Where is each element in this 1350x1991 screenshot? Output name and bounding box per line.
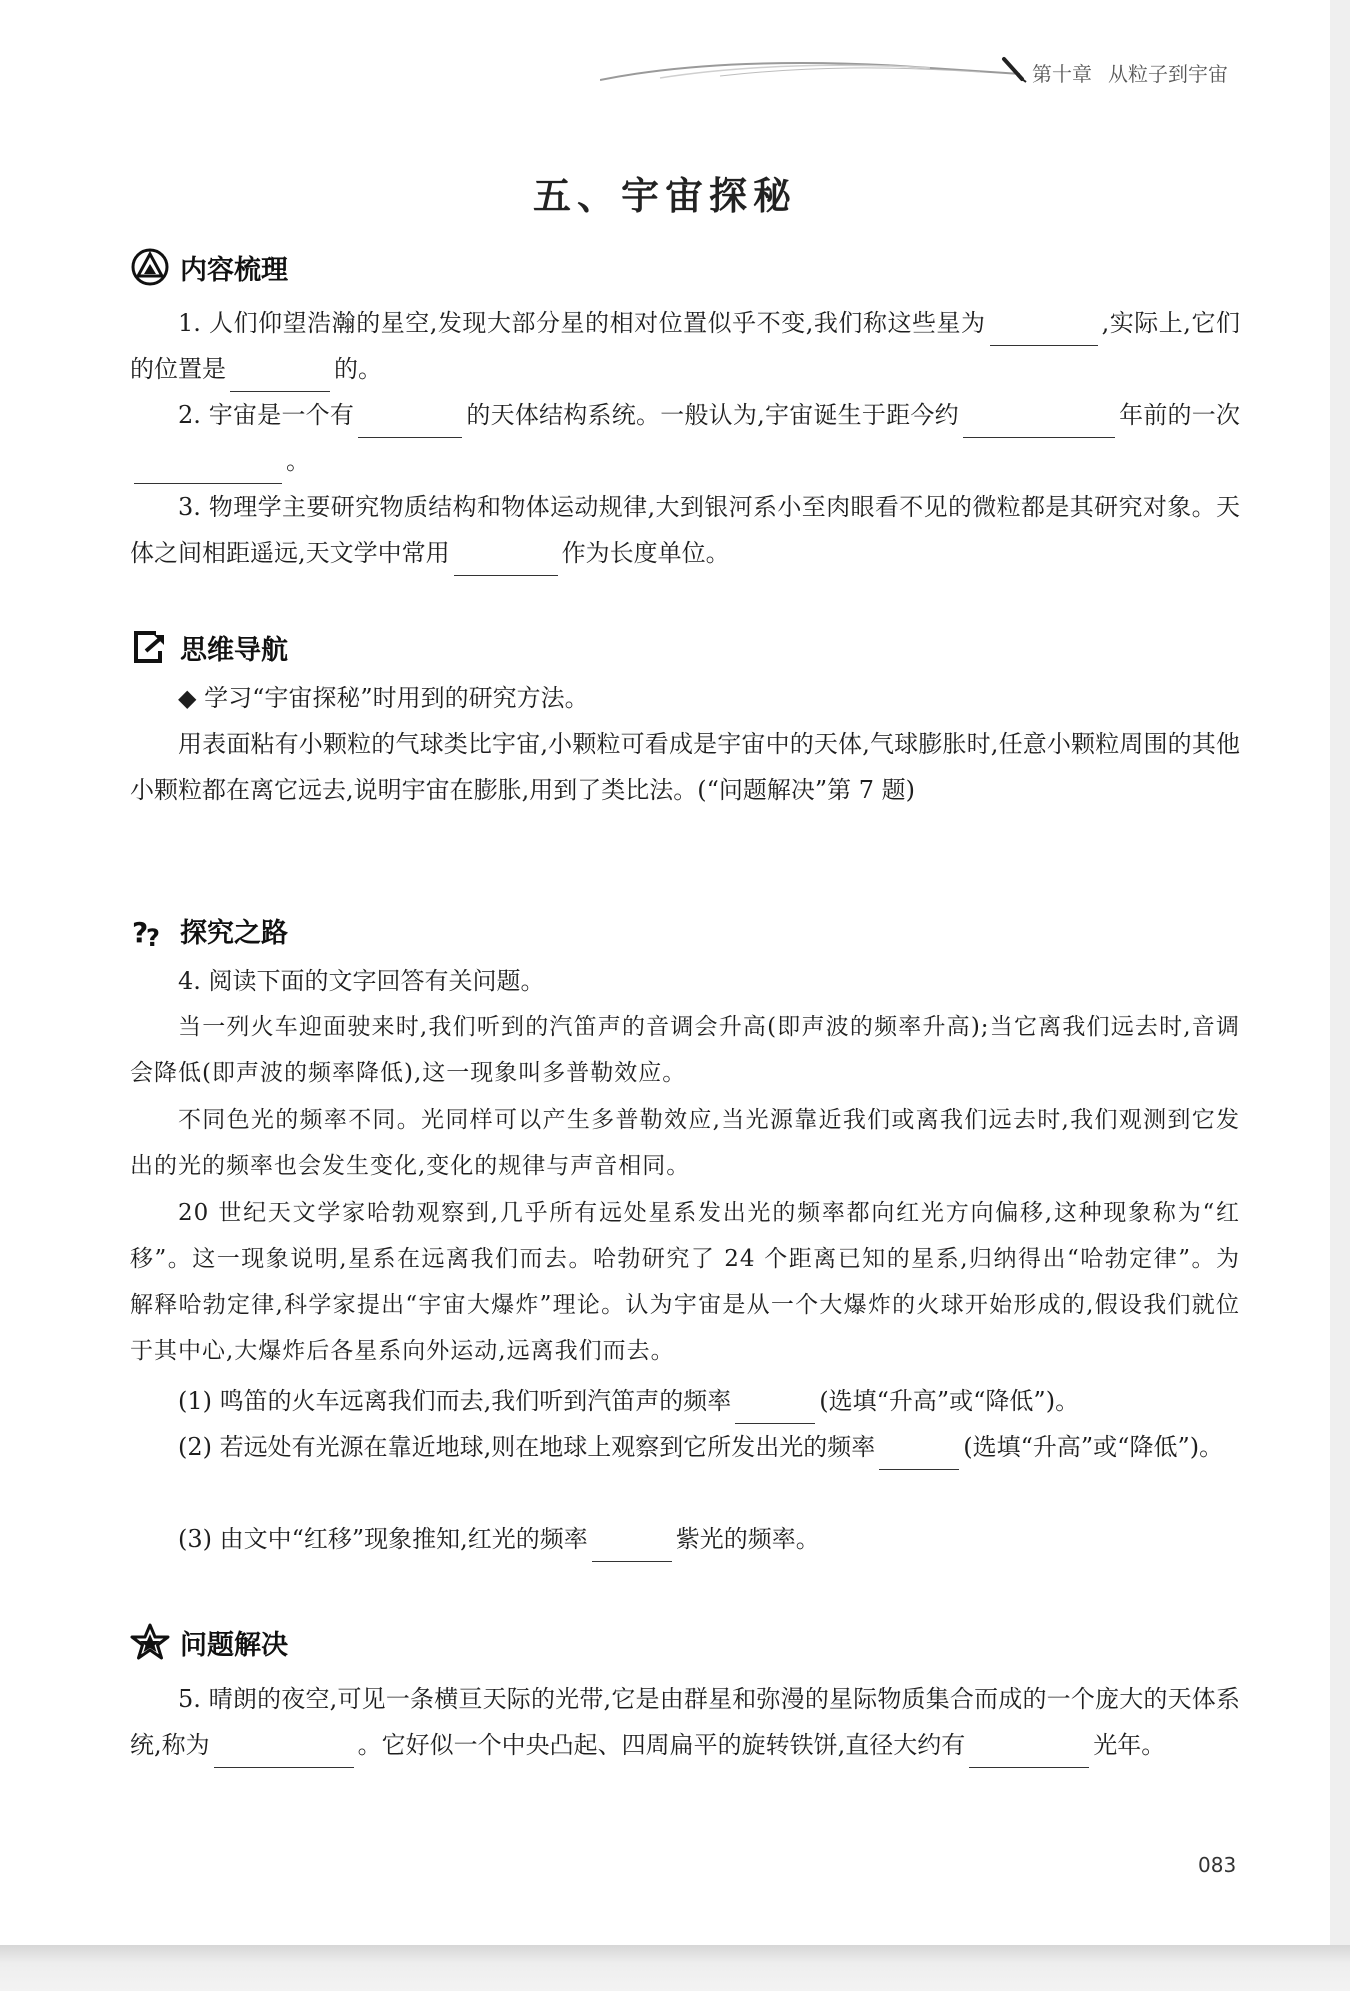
pen-icon [1000, 55, 1030, 85]
page-title: 五、宇宙探秘 [532, 174, 797, 218]
reading-paragraph-2: 不同色光的频率不同。光同样可以产生多普勒效应,当光源靠近我们或离我们远去时,我们观测到它发出的光的频率也会发生变化,变化的规律与声音相同。 [130, 1107, 1240, 1179]
thinking-bullet: ◆ 学习“宇宙探秘”时用到的研究方法。 [178, 684, 589, 712]
q1-text-b: , [1101, 309, 1110, 337]
section-heading-explore [130, 908, 288, 952]
section-title: 内容梳理 [180, 254, 288, 286]
q5-blank-2[interactable] [969, 1737, 1089, 1768]
q1-text-c: 实际上,它们的位置是 [130, 309, 1240, 383]
section-title: 探究之路 [180, 917, 288, 949]
chapter-number: 第十章 [1032, 62, 1092, 86]
star-icon [130, 1622, 170, 1662]
s1-text-a: (1) 鸣笛的火车远离我们而去,我们听到汽笛声的频率 [178, 1387, 732, 1415]
q1-blank-2[interactable] [230, 361, 330, 392]
q1-blank-1[interactable] [990, 315, 1098, 346]
page-number: 083 [1198, 1853, 1237, 1877]
q1-text-d: 的。 [334, 355, 382, 383]
reading-paragraph-3: 20 世纪天文学家哈勃观察到,几乎所有远处星系发出光的频率都向红光方向偏移,这种现象称为“红移”。这一现象说明,星系在远离我们而去。哈勃研究了 24 个距离已知的星系,归纳得出“哈勃定律”。为解释哈勃定律,科学家提出“宇宙大爆炸”理论。认为宇宙是从一个大爆炸的火球开始形成的,假设我们就位于其中心,大爆炸后各星系向外运动,远离我们而去。 [130, 1200, 1240, 1364]
q2-blank-3[interactable] [134, 453, 282, 484]
section-heading-solve [130, 1620, 288, 1664]
question-4: 4. 阅读下面的文字回答有关问题。 [178, 967, 545, 995]
q5-blank-1[interactable] [214, 1737, 354, 1768]
s2-blank[interactable] [879, 1439, 959, 1470]
thinking-text: 用表面粘有小颗粒的气球类比宇宙,小颗粒可看成是宇宙中的天体,气球膨胀时,任意小颗粒周围的其他小颗粒都在离它远去,说明宇宙在膨胀,用到了类比法。(“问题解决”第 7 题) [130, 730, 1240, 804]
s2-text-c: 或“降低”)。 [1093, 1433, 1224, 1461]
q2-blank-1[interactable] [358, 407, 462, 438]
q3-text-a: 3. 物理学主要研究物质结构和物体运动规律,大到银河系小至肉眼看不见的微粒都是其研究对象。天体之间相距遥远,天文学中常用 [130, 493, 1240, 567]
s1-blank[interactable] [735, 1393, 815, 1424]
question-marks-icon [130, 910, 170, 950]
q5-text-a: 5. 晴朗的夜空,可见一条横亘天际的光带,它是由群星和弥漫的星际物质集合而成的一个庞大的天体系统,称为 [130, 1685, 1240, 1759]
svg-text:?: ? [132, 916, 149, 949]
question-5 [130, 1676, 1240, 1768]
section-heading-thinking [130, 625, 288, 669]
s1-text-b: (选填“升高”或“降低”)。 [819, 1387, 1080, 1415]
q1-text-a: 1. 人们仰望浩瀚的星空,发现大部分星的相对位置似乎不变,我们称这些星为 [178, 309, 986, 337]
s2-text-b: (选填“升高” [963, 1433, 1094, 1461]
q3-blank-1[interactable] [454, 545, 558, 576]
q2-text-d: 前的一次 [1143, 401, 1241, 429]
question-1 [130, 300, 1240, 392]
s3-text-b: 紫光的频率。 [675, 1525, 820, 1553]
chapter-title: 从粒子到宇宙 [1108, 62, 1228, 86]
section-title: 问题解决 [180, 1629, 288, 1661]
q5-text-b: 。它好似一个中央凸起、四周扁平的旋转铁饼,直径大约 [357, 1731, 942, 1759]
q2-text-c: 年 [1118, 401, 1144, 429]
running-head [1032, 58, 1228, 87]
q2-text-b: 的天体结构系统。一般认为,宇宙诞生于距今约 [466, 401, 959, 429]
reading-paragraph-1: 当一列火车迎面驶来时,我们听到的汽笛声的音调会升高(即声波的频率升高);当它离我们远去时,音调会降低(即声波的频率降低),这一现象叫多普勒效应。 [130, 1014, 1240, 1086]
svg-text:?: ? [146, 924, 160, 950]
header-wave-decoration [600, 50, 1020, 100]
question-3 [130, 484, 1240, 576]
q3-text-b: 作为长度单位。 [561, 539, 730, 567]
s3-text-a: (3) 由文中“红移”现象推知,红光的频率 [178, 1525, 588, 1553]
scan-edge-shadow [0, 1945, 1350, 1991]
subquestion-1 [130, 1378, 1240, 1424]
question-2 [130, 392, 1240, 484]
q2-blank-2[interactable] [963, 407, 1115, 438]
arrow-box-icon [130, 627, 170, 667]
subquestion-2 [130, 1424, 1240, 1470]
q2-text-a: 2. 宇宙是一个有 [178, 401, 355, 429]
q2-text-e: 。 [286, 447, 310, 475]
section-title: 思维导航 [180, 634, 288, 666]
s3-blank[interactable] [592, 1531, 672, 1562]
q5-text-d: 光年。 [1093, 1731, 1166, 1759]
triangle-circle-icon [130, 247, 170, 287]
section-heading-content [130, 245, 288, 289]
q5-text-c: 有 [941, 1731, 966, 1759]
s2-text-a: (2) 若远处有光源在靠近地球,则在地球上观察到它所发出光的频率 [178, 1433, 876, 1461]
subquestion-3 [130, 1516, 1240, 1562]
